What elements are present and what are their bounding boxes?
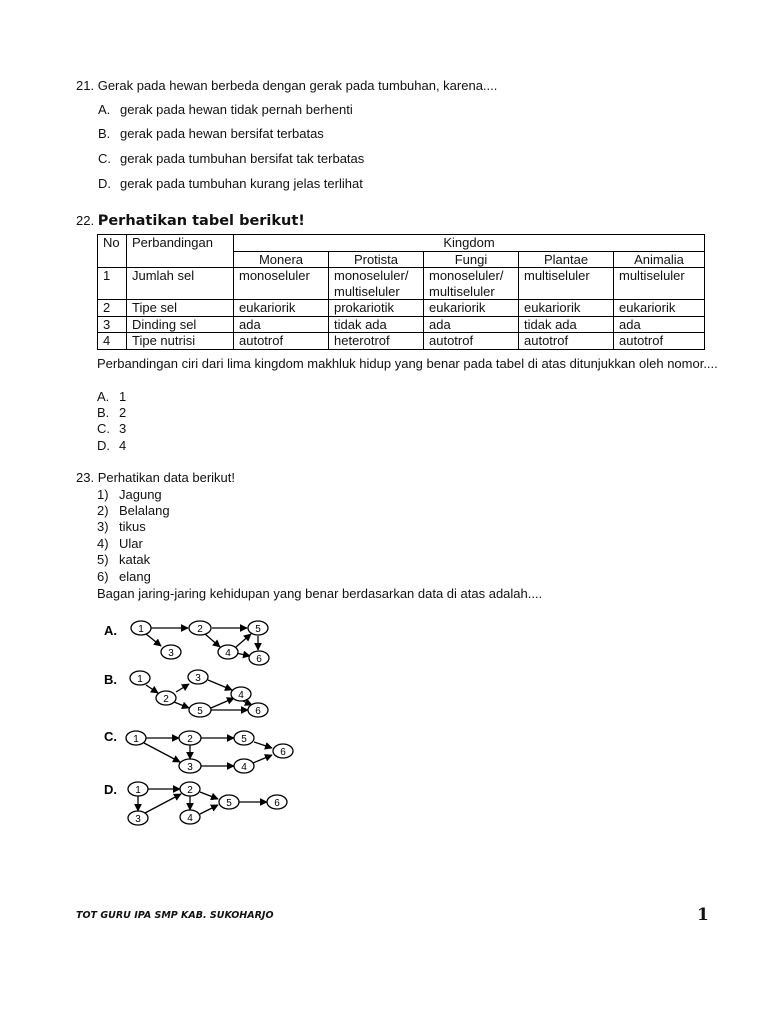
row-number: 4	[98, 333, 127, 350]
header-no: No	[98, 235, 127, 268]
option-text: 4	[119, 438, 127, 453]
cell-animalia: ada	[614, 316, 705, 333]
item-number: 1)	[97, 487, 109, 502]
item-text: Jagung	[119, 487, 162, 502]
q22-option-c	[97, 421, 126, 436]
cell-plantae: eukariorik	[519, 300, 614, 317]
q22-option-d	[97, 438, 126, 453]
list-item	[97, 536, 143, 551]
list-item	[97, 552, 150, 567]
table-header-row	[98, 235, 705, 252]
diagram-d	[104, 782, 287, 825]
svg-text:2: 2	[187, 734, 193, 745]
item-number: 2)	[97, 503, 109, 518]
cell-fungi: monoseluler/ multiseluler	[424, 268, 519, 300]
q23-number: 23.	[76, 470, 95, 485]
cell-fungi: eukariorik	[424, 300, 519, 317]
table-row	[98, 268, 705, 300]
list-item	[97, 503, 170, 518]
svg-text:5: 5	[226, 798, 232, 809]
svg-text:4: 4	[187, 813, 193, 824]
svg-text:1: 1	[137, 674, 143, 685]
option-letter: C.	[98, 151, 111, 166]
cell-monera: ada	[234, 316, 329, 333]
list-item	[97, 519, 146, 534]
svg-text:6: 6	[280, 747, 286, 758]
diagram-letter-a: A.	[104, 623, 117, 638]
row-label: Dinding sel	[127, 316, 234, 333]
row-number: 3	[98, 316, 127, 333]
svg-text:4: 4	[225, 648, 231, 659]
kingdom-animalia: Animalia	[614, 251, 705, 268]
footer-text: TOT GURU IPA SMP KAB. SUKOHARJO	[76, 910, 274, 921]
option-letter: D.	[98, 176, 111, 191]
cell-animalia: multiseluler	[614, 268, 705, 300]
cell-protista: prokariotik	[329, 300, 424, 317]
option-letter: A.	[98, 102, 111, 117]
item-text: tikus	[119, 519, 146, 534]
list-item	[97, 487, 162, 502]
q21-number: 21.	[76, 78, 95, 93]
table-row	[98, 333, 705, 350]
row-label: Jumlah sel	[127, 268, 234, 300]
svg-text:5: 5	[241, 734, 247, 745]
option-text: 3	[119, 421, 127, 436]
row-number: 2	[98, 300, 127, 317]
option-letter: B.	[98, 126, 111, 141]
cell-protista: tidak ada	[329, 316, 424, 333]
cell-plantae: tidak ada	[519, 316, 614, 333]
cell-plantae: autotrof	[519, 333, 614, 350]
diagram-a	[104, 621, 269, 665]
q22-option-a	[97, 389, 126, 404]
q23-intro-line	[76, 470, 235, 485]
item-number: 6)	[97, 569, 109, 584]
svg-text:5: 5	[197, 706, 203, 717]
q22-number: 22.	[76, 213, 95, 228]
q21-question: Gerak pada hewan berbeda dengan gerak pada tumbuhan, karena....	[97, 78, 498, 93]
svg-text:1: 1	[138, 624, 144, 635]
q22-question: Perbandingan ciri dari lima kingdom makhluk hidup yang benar pada tabel di atas ditunjukkan oleh nomor....	[97, 356, 718, 371]
option-text: 2	[119, 405, 127, 420]
diagram-letter-b: B.	[104, 672, 117, 687]
q21-option-d	[98, 176, 363, 191]
svg-text:6: 6	[274, 798, 280, 809]
list-item	[97, 569, 151, 584]
food-web-diagrams	[100, 612, 310, 834]
cell-fungi: autotrof	[424, 333, 519, 350]
svg-text:3: 3	[168, 648, 174, 659]
header-kingdom: Kingdom	[234, 235, 705, 252]
cell-plantae: multiseluler	[519, 268, 614, 300]
option-text: gerak pada tumbuhan kurang jelas terlihat	[120, 176, 363, 191]
diagram-letter-d: D.	[104, 782, 117, 797]
q21-option-a	[98, 102, 353, 117]
option-letter: B.	[97, 405, 110, 420]
q22-title: Perhatikan tabel berikut!	[97, 213, 305, 229]
option-letter: C.	[97, 421, 110, 436]
q21-option-c	[98, 151, 364, 166]
svg-text:3: 3	[187, 762, 193, 773]
item-text: Ular	[119, 536, 143, 551]
cell-animalia: eukariorik	[614, 300, 705, 317]
kingdom-plantae: Plantae	[519, 251, 614, 268]
cell-protista: heterotrof	[329, 333, 424, 350]
svg-text:4: 4	[238, 690, 244, 701]
row-number: 1	[98, 268, 127, 300]
header-comparison: Perbandingan	[127, 235, 234, 268]
q23-intro: Perhatikan data berikut!	[97, 470, 236, 485]
cell-protista: monoseluler/ multiseluler	[329, 268, 424, 300]
option-text: gerak pada hewan tidak pernah berhenti	[120, 102, 353, 117]
item-text: katak	[119, 552, 151, 567]
item-text: Belalang	[119, 503, 170, 518]
q22-option-b	[97, 405, 126, 420]
q21-question-line	[76, 78, 497, 93]
cell-monera: monoseluler	[234, 268, 329, 300]
kingdom-monera: Monera	[234, 251, 329, 268]
q21-option-b	[98, 126, 324, 141]
diagram-b	[104, 670, 268, 717]
option-text: gerak pada hewan bersifat terbatas	[120, 126, 324, 141]
page-number: 1	[697, 905, 709, 925]
svg-text:2: 2	[163, 694, 169, 705]
option-text: 1	[119, 389, 127, 404]
svg-text:3: 3	[135, 814, 141, 825]
cell-animalia: autotrof	[614, 333, 705, 350]
diagram-letter-c: C.	[104, 729, 117, 744]
row-label: Tipe nutrisi	[127, 333, 234, 350]
item-number: 4)	[97, 536, 109, 551]
svg-text:2: 2	[197, 624, 203, 635]
item-text: elang	[119, 569, 151, 584]
diagram-c	[104, 729, 293, 773]
kingdom-table	[97, 234, 705, 350]
kingdom-protista: Protista	[329, 251, 424, 268]
svg-text:2: 2	[187, 785, 193, 796]
option-letter: A.	[97, 389, 110, 404]
item-number: 5)	[97, 552, 109, 567]
svg-text:6: 6	[256, 654, 262, 665]
option-text: gerak pada tumbuhan bersifat tak terbatas	[120, 151, 365, 166]
table-row	[98, 300, 705, 317]
svg-text:1: 1	[135, 785, 141, 796]
svg-text:3: 3	[195, 673, 201, 684]
row-label: Tipe sel	[127, 300, 234, 317]
q23-question: Bagan jaring-jaring kehidupan yang benar berdasarkan data di atas adalah....	[97, 586, 543, 601]
svg-text:4: 4	[241, 762, 247, 773]
item-number: 3)	[97, 519, 109, 534]
kingdom-fungi: Fungi	[424, 251, 519, 268]
q22-title-line	[76, 213, 305, 229]
table-row	[98, 316, 705, 333]
svg-text:6: 6	[255, 706, 261, 717]
option-letter: D.	[97, 438, 110, 453]
svg-text:5: 5	[255, 624, 261, 635]
cell-monera: autotrof	[234, 333, 329, 350]
cell-fungi: ada	[424, 316, 519, 333]
cell-monera: eukariorik	[234, 300, 329, 317]
svg-text:1: 1	[133, 734, 139, 745]
